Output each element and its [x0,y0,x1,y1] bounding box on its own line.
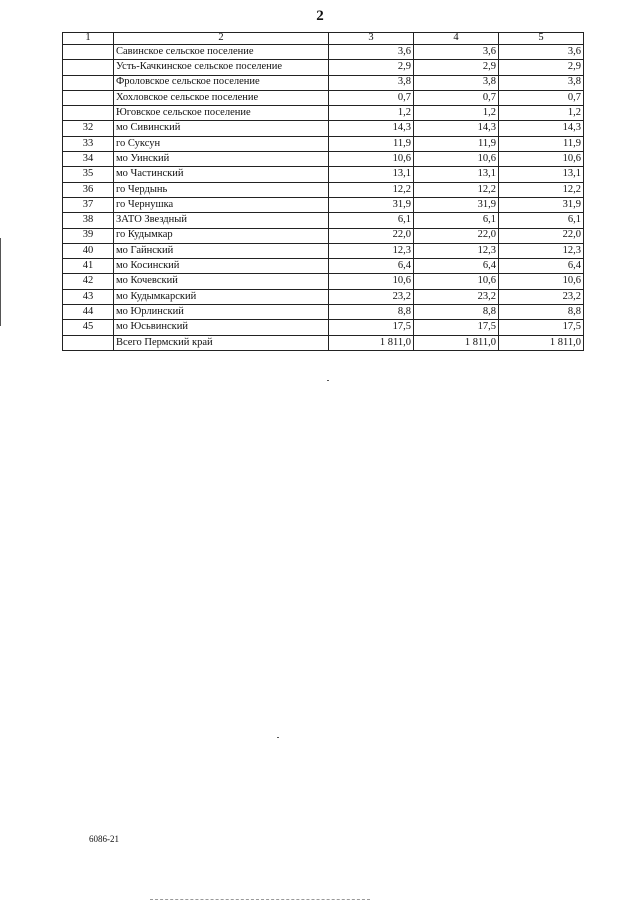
value-cell-col5: 11,9 [499,136,584,151]
value-cell-col3: 22,0 [329,228,414,243]
municipality-name-cell: мо Юсьвинский [114,320,329,335]
table-row [63,106,584,121]
column-header-5: 5 [499,33,584,45]
table-header-row [63,33,584,45]
table-row [63,289,584,304]
table-row [63,60,584,75]
value-cell-col5: 3,6 [499,45,584,60]
value-cell-col5: 13,1 [499,167,584,182]
municipality-name-cell: Фроловское сельское поселение [114,75,329,90]
value-cell-col4: 22,0 [414,228,499,243]
value-cell-col4: 14,3 [414,121,499,136]
table-row [63,335,584,350]
value-cell-col3: 8,8 [329,305,414,320]
scan-speck [277,737,279,738]
row-number-cell: 44 [63,305,114,320]
row-number-cell [63,60,114,75]
column-header-1: 1 [63,33,114,45]
value-cell-col3: 31,9 [329,197,414,212]
scan-edge-mark [0,238,1,326]
scan-bottom-artifact [150,899,370,903]
table-row [63,90,584,105]
municipality-name-cell: мо Уинский [114,152,329,167]
value-cell-col3: 12,3 [329,243,414,258]
row-number-cell: 34 [63,152,114,167]
document-code: 6086-21 [89,834,119,844]
table-row [63,197,584,212]
value-cell-col4: 1 811,0 [414,335,499,350]
table-row [63,75,584,90]
value-cell-col5: 10,6 [499,274,584,289]
value-cell-col5: 12,2 [499,182,584,197]
table-row [63,213,584,228]
table-row [63,243,584,258]
value-cell-col3: 6,1 [329,213,414,228]
data-table [62,32,584,351]
value-cell-col5: 17,5 [499,320,584,335]
column-header-4: 4 [414,33,499,45]
value-cell-col4: 6,4 [414,259,499,274]
municipality-name-cell: мо Гайнский [114,243,329,258]
value-cell-col4: 23,2 [414,289,499,304]
municipality-name-cell: го Кудымкар [114,228,329,243]
value-cell-col3: 10,6 [329,274,414,289]
value-cell-col4: 0,7 [414,90,499,105]
row-number-cell: 32 [63,121,114,136]
municipality-name-cell: мо Кочевский [114,274,329,289]
value-cell-col3: 12,2 [329,182,414,197]
value-cell-col4: 8,8 [414,305,499,320]
table-row [63,121,584,136]
municipality-name-cell: го Суксун [114,136,329,151]
value-cell-col5: 10,6 [499,152,584,167]
row-number-cell: 33 [63,136,114,151]
table-row [63,274,584,289]
value-cell-col4: 13,1 [414,167,499,182]
value-cell-col4: 2,9 [414,60,499,75]
row-number-cell: 35 [63,167,114,182]
row-number-cell: 37 [63,197,114,212]
municipality-name-cell: мо Кудымкарский [114,289,329,304]
table-row [63,152,584,167]
row-number-cell [63,45,114,60]
value-cell-col3: 13,1 [329,167,414,182]
value-cell-col3: 3,6 [329,45,414,60]
municipality-name-cell: го Чернушка [114,197,329,212]
value-cell-col5: 14,3 [499,121,584,136]
row-number-cell: 40 [63,243,114,258]
municipality-name-cell: Хохловское сельское поселение [114,90,329,105]
value-cell-col5: 1 811,0 [499,335,584,350]
row-number-cell: 43 [63,289,114,304]
page-number: 2 [316,8,324,24]
value-cell-col5: 0,7 [499,90,584,105]
table-row [63,136,584,151]
value-cell-col4: 10,6 [414,274,499,289]
value-cell-col5: 6,4 [499,259,584,274]
value-cell-col3: 2,9 [329,60,414,75]
row-number-cell [63,106,114,121]
table-row [63,167,584,182]
municipality-name-cell: мо Юрлинский [114,305,329,320]
row-number-cell: 36 [63,182,114,197]
value-cell-col4: 6,1 [414,213,499,228]
value-cell-col3: 0,7 [329,90,414,105]
municipality-name-cell: мо Косинский [114,259,329,274]
value-cell-col5: 8,8 [499,305,584,320]
scan-speck [327,380,329,381]
row-number-cell: 41 [63,259,114,274]
municipality-name-cell: Юговское сельское поселение [114,106,329,121]
value-cell-col3: 1,2 [329,106,414,121]
value-cell-col3: 10,6 [329,152,414,167]
value-cell-col4: 31,9 [414,197,499,212]
value-cell-col5: 23,2 [499,289,584,304]
table-body [63,45,584,351]
row-number-cell [63,75,114,90]
value-cell-col4: 10,6 [414,152,499,167]
column-header-3: 3 [329,33,414,45]
value-cell-col4: 1,2 [414,106,499,121]
value-cell-col3: 3,8 [329,75,414,90]
value-cell-col5: 22,0 [499,228,584,243]
municipality-name-cell: Всего Пермский край [114,335,329,350]
municipality-name-cell: мо Частинский [114,167,329,182]
row-number-cell [63,335,114,350]
row-number-cell: 45 [63,320,114,335]
value-cell-col4: 11,9 [414,136,499,151]
value-cell-col5: 31,9 [499,197,584,212]
value-cell-col3: 6,4 [329,259,414,274]
table-row [63,182,584,197]
table-row [63,305,584,320]
value-cell-col3: 17,5 [329,320,414,335]
row-number-cell: 39 [63,228,114,243]
value-cell-col4: 3,8 [414,75,499,90]
row-number-cell: 38 [63,213,114,228]
municipality-name-cell: го Чердынь [114,182,329,197]
column-header-2: 2 [114,33,329,45]
value-cell-col3: 11,9 [329,136,414,151]
value-cell-col3: 1 811,0 [329,335,414,350]
value-cell-col5: 1,2 [499,106,584,121]
table-row [63,259,584,274]
municipality-name-cell: Савинское сельское поселение [114,45,329,60]
value-cell-col5: 6,1 [499,213,584,228]
municipality-name-cell: Усть-Качкинское сельское поселение [114,60,329,75]
value-cell-col4: 3,6 [414,45,499,60]
table-row [63,228,584,243]
value-cell-col3: 14,3 [329,121,414,136]
value-cell-col5: 3,8 [499,75,584,90]
value-cell-col5: 2,9 [499,60,584,75]
value-cell-col4: 12,2 [414,182,499,197]
table-row [63,45,584,60]
municipality-name-cell: мо Сивинский [114,121,329,136]
value-cell-col4: 12,3 [414,243,499,258]
row-number-cell [63,90,114,105]
municipality-name-cell: ЗАТО Звездный [114,213,329,228]
value-cell-col4: 17,5 [414,320,499,335]
row-number-cell: 42 [63,274,114,289]
table-row [63,320,584,335]
value-cell-col5: 12,3 [499,243,584,258]
value-cell-col3: 23,2 [329,289,414,304]
